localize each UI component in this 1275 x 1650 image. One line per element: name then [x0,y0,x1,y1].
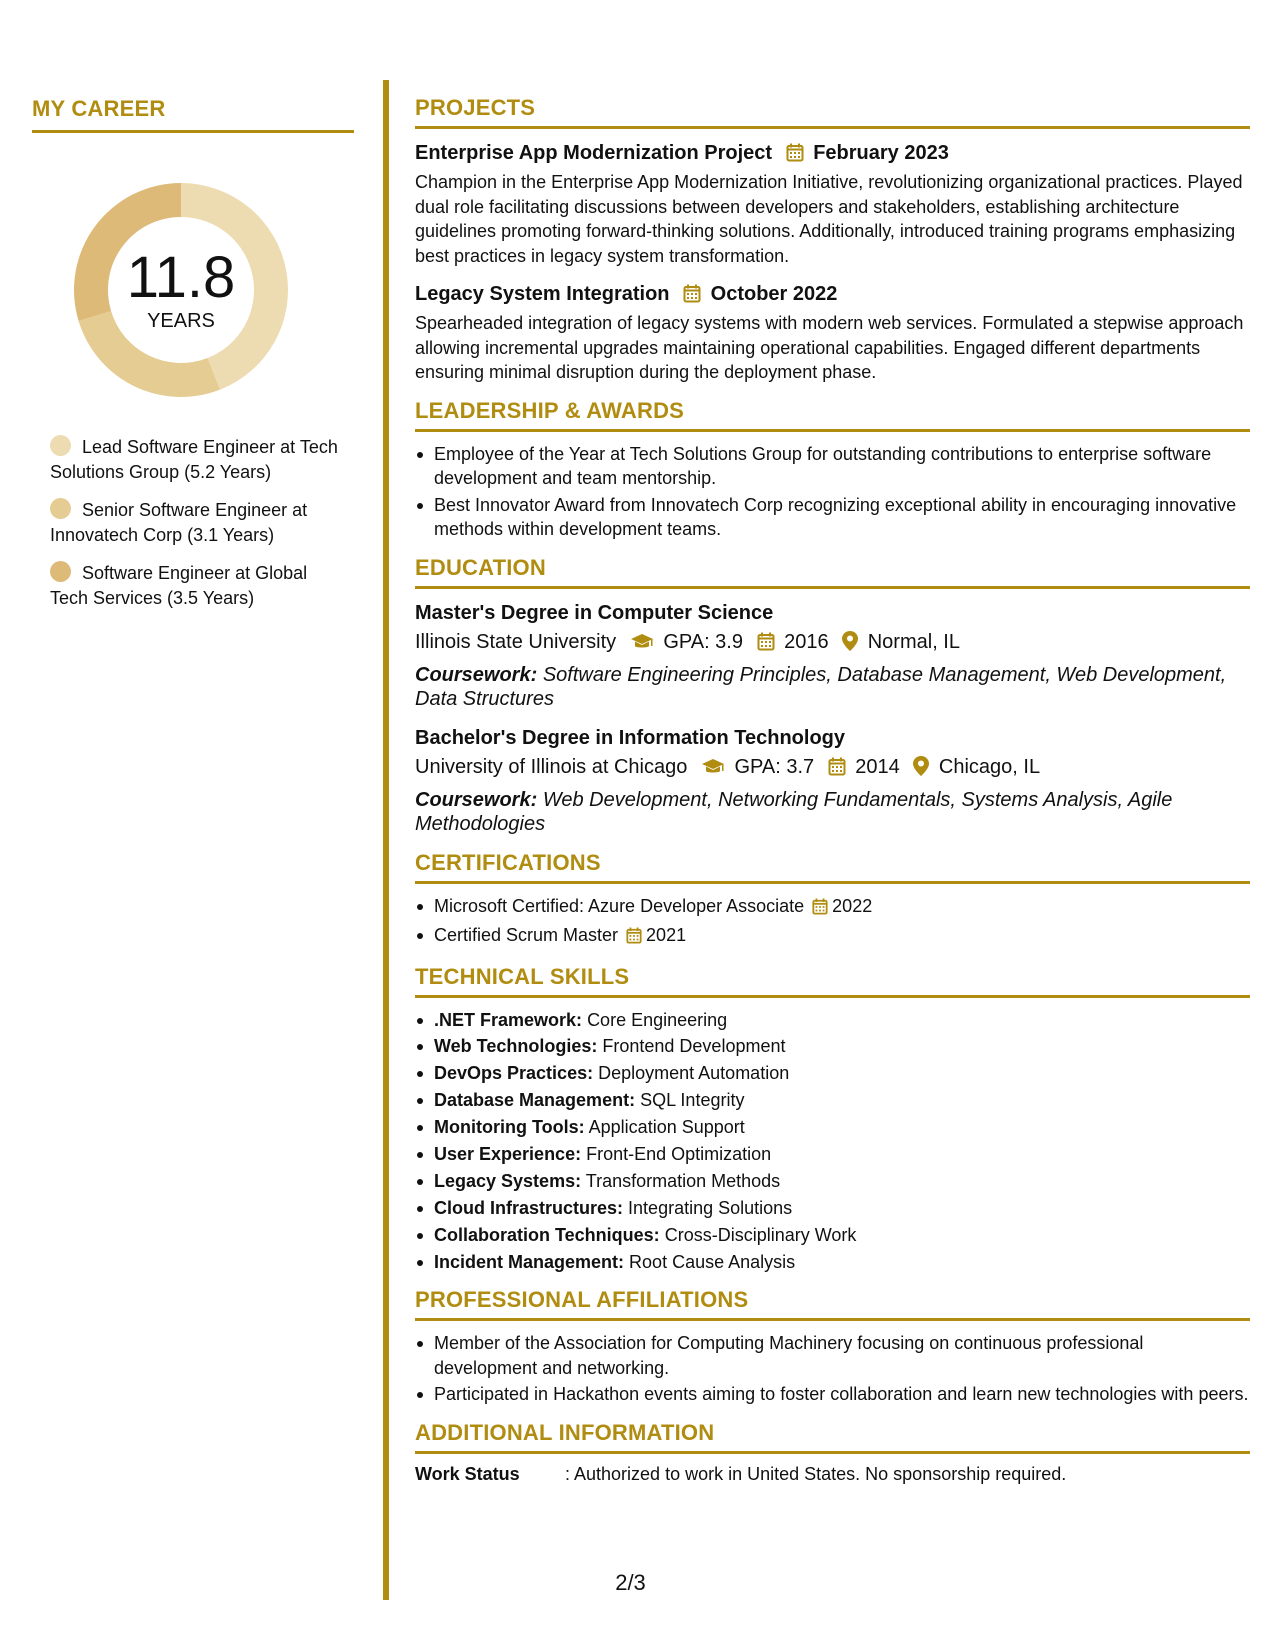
school-name: Illinois State University [415,630,617,653]
skill-name: Database Management: [434,1090,636,1111]
affiliations-list [415,1331,1250,1407]
skill-name: .NET Framework: [434,1009,583,1030]
leadership-title: LEADERSHIP & AWARDS [415,398,1250,432]
legend-dot [50,561,71,582]
donut-center [66,175,296,405]
skill-value: Integrating Solutions [628,1197,793,1218]
graduation-year: 2016 [784,630,829,653]
list-item [415,1008,1250,1033]
list-item: Participated in Hackathon events aiming to foster collaboration and learn new technologies with peers. [415,1382,1250,1407]
projects-title: PROJECTS [415,95,1250,129]
career-legend-item [50,435,340,485]
skill-value: Core Engineering [587,1009,728,1030]
list-item [415,1034,1250,1059]
certifications-title: CERTIFICATIONS [415,850,1250,884]
school-location: Normal, IL [867,630,960,653]
education-entry [415,724,1250,837]
degree-name: Master's Degree in Computer Science [415,601,774,624]
certification-year: 2021 [646,925,687,945]
affiliations-section [415,1287,1250,1407]
calendar-icon [626,926,642,951]
skill-value: Root Cause Analysis [629,1251,796,1272]
coursework [415,663,1250,712]
column-divider [383,80,389,1600]
leadership-list [415,442,1250,542]
project-name: Legacy System Integration [415,283,670,305]
work-status-key: Work Status [415,1463,520,1484]
additional-section [415,1420,1250,1485]
project-date: October 2022 [710,283,838,305]
project-date: February 2023 [813,142,949,164]
list-item [415,1061,1250,1086]
graduation-cap-icon [630,630,654,660]
skill-name: User Experience: [434,1143,582,1164]
calendar-icon [786,142,804,170]
certifications-list [415,894,1250,951]
list-item [415,1196,1250,1221]
education-title: EDUCATION [415,555,1250,589]
coursework-list: Web Development, Networking Fundamentals, Systems Analysis, Agile Methodologies [415,788,1173,835]
work-status-row [415,1464,1250,1485]
education-entry [415,599,1250,712]
education-section [415,555,1250,837]
education-details [415,627,1250,660]
school-location: Chicago, IL [938,755,1041,778]
list-item: Employee of the Year at Tech Solutions Group for outstanding contributions to enterprise software development and team mentorship. [415,442,1250,491]
list-item [415,1223,1250,1248]
gpa: GPA: 3.9 [663,630,743,653]
skill-value: Deployment Automation [598,1063,790,1084]
project-entry [415,280,1250,385]
project-name: Enterprise App Modernization Project [415,142,773,164]
legend-label: Software Engineer at Global Tech Services (3.5 Years) [50,563,308,608]
graduation-cap-icon [701,755,725,785]
career-title: MY CAREER [32,96,354,133]
coursework [415,788,1250,837]
list-item [415,1250,1250,1275]
calendar-icon [828,755,846,785]
list-item: Member of the Association for Computing Machinery focusing on continuous professional development and networking. [415,1331,1250,1380]
affiliations-title: PROFESSIONAL AFFILIATIONS [415,1287,1250,1321]
calendar-icon [757,630,775,660]
location-pin-icon [913,755,929,785]
list-item [415,1169,1250,1194]
work-status-value: : Authorized to work in United States. No sponsorship required. [565,1463,1067,1484]
certifications-section [415,850,1250,951]
skill-name: Cloud Infrastructures: [434,1197,624,1218]
total-years-unit: YEARS [147,309,215,332]
list-item: Best Innovator Award from Innovatech Corp recognizing exceptional ability in encouraging innovative methods within development teams. [415,493,1250,542]
certification-name: Microsoft Certified: Azure Developer Associate [434,895,805,916]
location-pin-icon [842,630,858,660]
skill-value: Cross-Disciplinary Work [664,1224,857,1245]
gpa: GPA: 3.7 [734,755,815,778]
legend-dot [50,498,71,519]
coursework-label: Coursework: [415,788,538,811]
school-name: University of Illinois at Chicago [415,755,688,778]
skill-value: Frontend Development [602,1036,786,1057]
legend-label: Senior Software Engineer at Innovatech Corp (3.1 Years) [50,500,308,545]
page-number-text: 2/3 [615,1570,646,1595]
skill-value: Transformation Methods [585,1170,781,1191]
career-donut-chart [66,175,296,405]
list-item [415,1115,1250,1140]
skill-value: SQL Integrity [640,1090,745,1111]
main-content [415,95,1250,1498]
skill-name: DevOps Practices: [434,1063,594,1084]
page-number [0,1570,1275,1596]
project-description: Spearheaded integration of legacy systems with modern web services. Formulated a stepwise approach allowing incremental upgrades maintaining operational capabilities. Engaged different departments ensuring minimal disruption during the deployment phase. [415,313,1244,382]
certification-year: 2022 [832,895,873,916]
projects-section [415,95,1250,385]
project-header [415,280,1250,311]
career-legend-item [50,561,340,611]
list-item [415,1142,1250,1167]
certification-name: Certified Scrum Master [434,925,619,945]
project-description: Champion in the Enterprise App Modernization Initiative, revolutionizing organizational practices. Played dual role facilitating discussions between developers and stakeholders, establishing architecture guidelines promoting forward-thinking solutions. Additionally, introduced training programs emphasizing best practices in legacy system transformation. [415,172,1243,266]
skills-title: TECHNICAL SKILLS [415,964,1250,998]
skill-name: Incident Management: [434,1251,625,1272]
additional-title: ADDITIONAL INFORMATION [415,1420,1250,1454]
coursework-list: Software Engineering Principles, Database Management, Web Development, Data Structures [415,663,1227,710]
list-item [415,1088,1250,1113]
legend-label: Lead Software Engineer at Tech Solutions Group (5.2 Years) [50,437,338,482]
legend-dot [50,435,71,456]
degree-name: Bachelor's Degree in Information Technology [415,726,846,749]
skills-section [415,964,1250,1275]
project-header [415,139,1250,170]
calendar-icon [812,897,828,922]
career-legend [50,435,354,611]
graduation-year: 2014 [855,755,900,778]
leadership-section [415,398,1250,542]
skills-list [415,1008,1250,1275]
project-entry [415,139,1250,268]
skill-value: Application Support [588,1117,745,1138]
skill-value: Front-End Optimization [586,1143,772,1164]
skill-name: Collaboration Techniques: [434,1224,660,1245]
list-item [415,894,1250,922]
list-item [415,923,1250,951]
education-details [415,752,1250,785]
skill-name: Monitoring Tools: [434,1117,585,1138]
career-sidebar [32,96,354,624]
coursework-label: Coursework: [415,663,538,686]
calendar-icon [683,283,701,311]
career-legend-item [50,498,340,548]
total-years-value: 11.8 [126,244,236,310]
skill-name: Legacy Systems: [434,1170,582,1191]
skill-name: Web Technologies: [434,1036,598,1057]
